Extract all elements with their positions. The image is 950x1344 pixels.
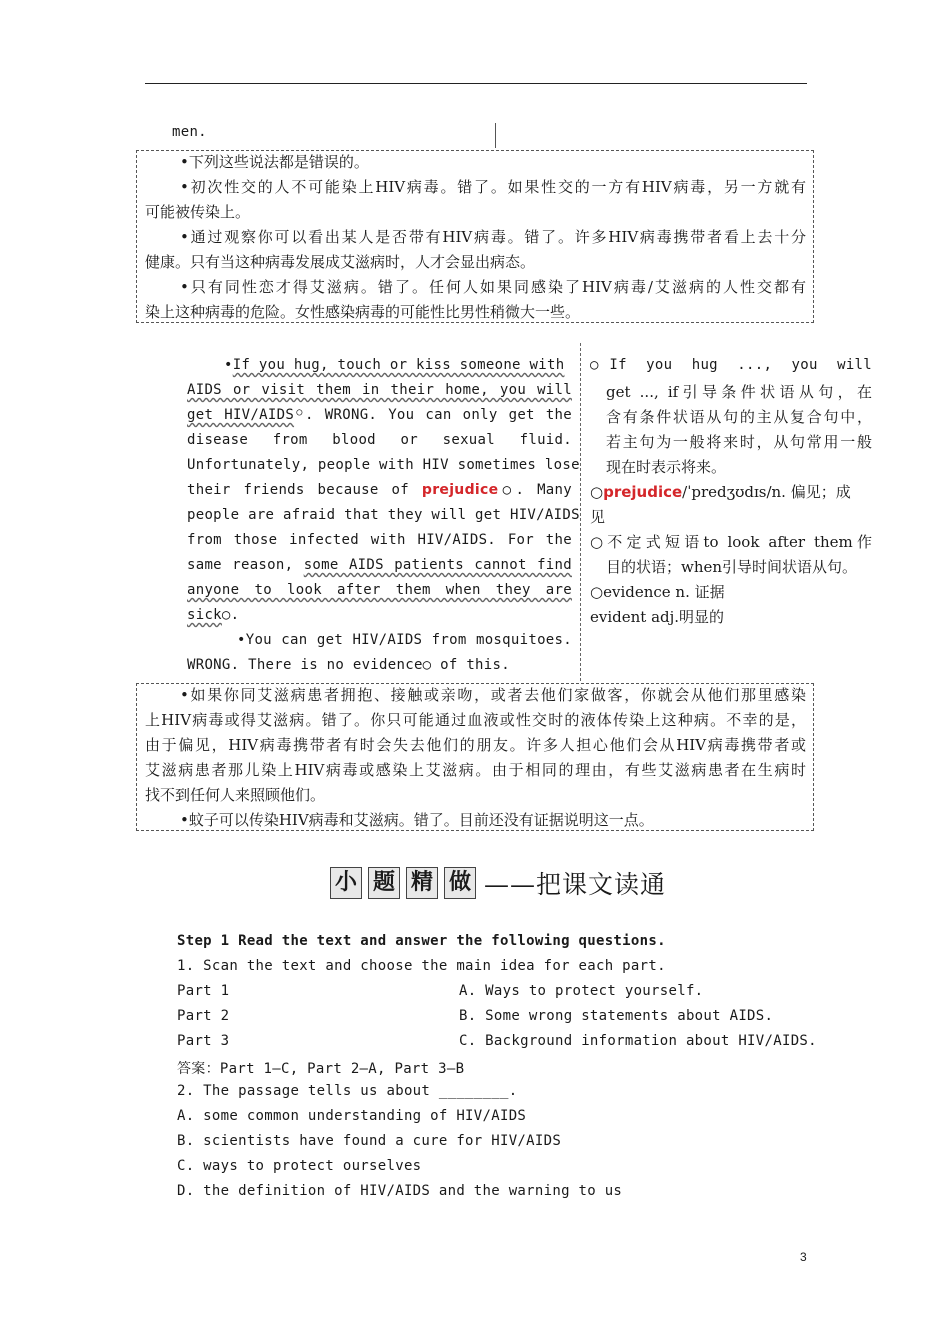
page-number: 3 — [800, 1250, 807, 1264]
box1-line: •只有同性恋才得艾滋病。错了。任何人如果同感染了HIV病毒/艾滋病的人性交都有 — [180, 278, 806, 296]
part-label: Part 3 — [177, 1033, 230, 1049]
box2-line: 找不到任何人来照顾他们。 — [145, 786, 326, 804]
answer: 答案：Part 1—C, Part 2—A, Part 3—B — [177, 1061, 465, 1077]
section-heading — [330, 866, 666, 900]
part-label: Part 1 — [177, 983, 230, 999]
box1-line: •初次性交的人不可能染上HIV病毒。错了。如果性交的一方有HIV病毒，另一方就有 — [180, 178, 806, 196]
step-title: Step 1 Read the text and answer the following questions. — [177, 933, 666, 949]
highlight-word: prejudice — [421, 482, 499, 498]
passage-line: AIDS or visit them in their home, you will — [187, 382, 572, 398]
passage-line: people are afraid that they will get HIV/AIDS — [187, 507, 580, 523]
box1-line: 染上这种病毒的危险。女性感染病毒的可能性比男性稍微大一些。 — [145, 303, 581, 321]
option-item: C. Background information about HIV/AIDS. — [459, 1033, 817, 1049]
passage-line: sick○. — [187, 607, 240, 623]
heading-subtitle: ——把课文读通 — [484, 870, 667, 899]
passage-line: WRONG. There is no evidence○ of this. — [187, 657, 510, 673]
question-2: 2. The passage tells us about ________. — [177, 1083, 518, 1099]
column-divider — [580, 343, 581, 681]
box1-line: 可能被传染上。 — [145, 203, 251, 221]
part-label: Part 2 — [177, 1008, 230, 1024]
box1-line: 健康。只有当这种病毒发展成艾滋病时，人才会显出病态。 — [145, 253, 536, 271]
note-line: 见 — [590, 508, 606, 526]
box1-line: •下列这些说法都是错误的。 — [180, 153, 369, 171]
note-line: ○evidence n. 证据 — [590, 583, 725, 601]
option-item: A. some common understanding of HIV/AIDS — [177, 1108, 527, 1124]
heading-char: 做 — [444, 867, 476, 899]
note-line: ○prejudice/ˈpredʒʊdɪs/n. 偏见；成 — [590, 483, 851, 501]
note-line: get ..., if引导条件状语从句，在 — [606, 383, 872, 401]
note-line: ○If you hug ..., you will — [590, 357, 872, 373]
column-divider-top — [495, 123, 496, 148]
option-item: C. ways to protect ourselves — [177, 1158, 422, 1174]
box2-line: •蚊子可以传染HIV病毒和艾滋病。错了。目前还没有证据说明这一点。 — [180, 811, 654, 829]
box2-line: 由于偏见，HIV病毒携带者有时会失去他们的朋友。许多人担心他们会从HIV病毒携带者或 — [145, 736, 806, 754]
heading-char: 小 — [330, 867, 362, 899]
box2-line: 艾滋病患者那儿染上HIV病毒或感染上艾滋病。由于相同的理由，有些艾滋病患者在生病时 — [145, 761, 806, 779]
continued-text: men. — [172, 124, 207, 140]
passage-line: Unfortunately, people with HIV sometimes lose — [187, 457, 580, 473]
passage-line: •If you hug, touch or kiss someone with — [224, 357, 565, 373]
note-line: 现在时表示将来。 — [606, 458, 727, 476]
note-line: 含有条件状语从句的主从复合句中， — [606, 408, 872, 426]
box2-line: •如果你同艾滋病患者拥抱、接触或亲吻，或者去他们家做客，你就会从他们那里感染 — [180, 686, 806, 704]
passage-line: from those infected with HIV/AIDS. For the — [187, 532, 572, 548]
passage-line: their friends because of prejudice○. Many — [187, 482, 572, 498]
note-line: 目的状语；when引导时间状语从句。 — [606, 558, 858, 576]
passage-line: anyone to look after them when they are — [187, 582, 572, 598]
option-item: D. the definition of HIV/AIDS and the warning to us — [177, 1183, 623, 1199]
passage-line: get HIV/AIDS○. WRONG. You can only get the — [187, 407, 573, 423]
note-line: ○不定式短语to look after them作 — [590, 533, 872, 551]
passage-line: same reason, some AIDS patients cannot find — [187, 557, 572, 573]
header-rule — [145, 83, 807, 84]
box1-line: •通过观察你可以看出某人是否带有HIV病毒。错了。许多HIV病毒携带者看上去十分 — [180, 228, 806, 246]
passage-line: disease from blood or sexual fluid. — [187, 432, 572, 448]
option-item: A. Ways to protect yourself. — [459, 983, 704, 999]
passage-line: •You can get HIV/AIDS from mosquitoes. — [237, 632, 572, 648]
highlight-word: prejudice — [603, 483, 683, 501]
note-line: 若主句为一般将来时，从句常用一般 — [606, 433, 872, 451]
box2-line: 上HIV病毒或得艾滋病。错了。你只可能通过血液或性交时的液体传染上这种病。不幸的是， — [145, 711, 806, 729]
option-item: B. Some wrong statements about AIDS. — [459, 1008, 774, 1024]
question-1: 1. Scan the text and choose the main idea for each part. — [177, 958, 666, 974]
option-item: B. scientists have found a cure for HIV/AIDS — [177, 1133, 562, 1149]
heading-char: 题 — [368, 867, 400, 899]
heading-char: 精 — [406, 867, 438, 899]
note-line: evident adj.明显的 — [590, 608, 725, 626]
